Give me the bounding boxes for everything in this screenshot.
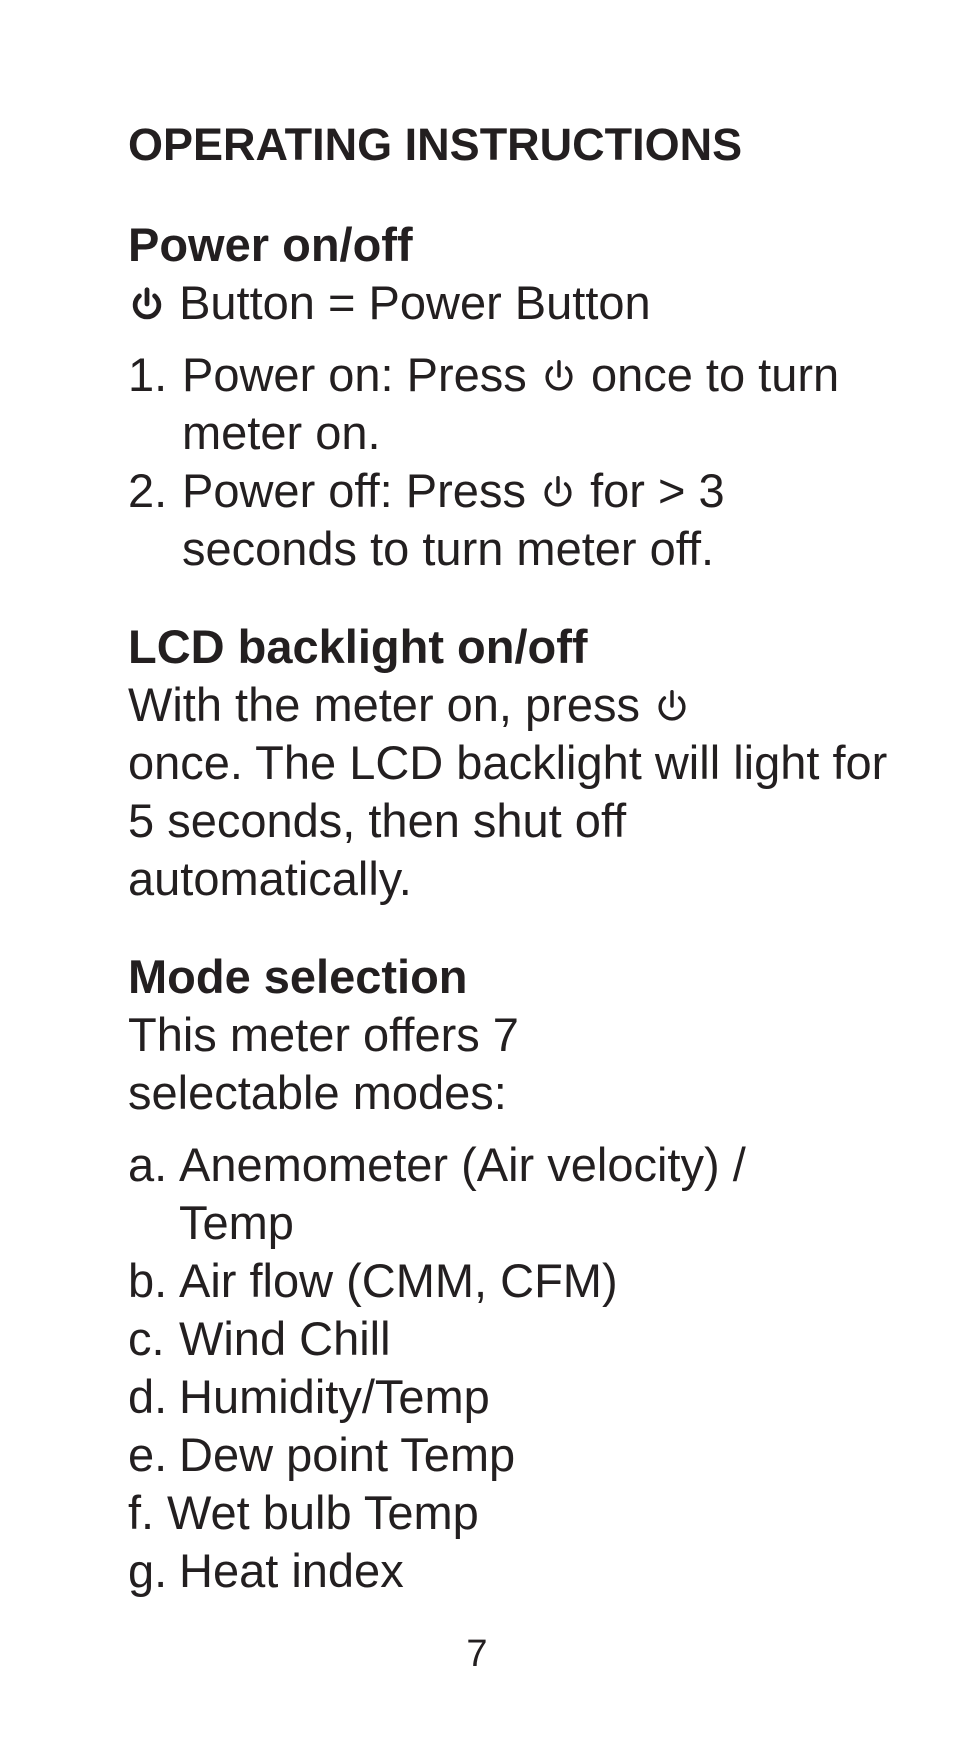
- mode-section: [128, 948, 888, 1600]
- power-icon: [653, 687, 691, 725]
- list-item: [128, 1310, 888, 1368]
- list-item-text: Air flow (CMM, CFM): [179, 1254, 618, 1307]
- list-item: [128, 1542, 888, 1600]
- step-text-before: Power off: Press: [182, 464, 526, 517]
- lcd-text-before: With the meter on, press: [128, 678, 640, 731]
- power-steps-list: [128, 346, 888, 578]
- power-button-legend: [128, 274, 888, 332]
- list-marker: c.: [128, 1312, 165, 1365]
- list-item: [128, 462, 888, 578]
- list-marker: 1.: [128, 348, 168, 401]
- mode-list: [128, 1136, 888, 1600]
- list-item-text: Wind Chill: [179, 1312, 391, 1365]
- lcd-paragraph: [128, 676, 888, 908]
- list-marker: b.: [128, 1254, 168, 1307]
- step-text-before: Power on: Press: [182, 348, 527, 401]
- power-heading: Power on/off: [128, 218, 413, 271]
- document-page: [128, 118, 888, 1600]
- list-marker: e.: [128, 1428, 168, 1481]
- list-item-text: Anemometer (Air velocity) / Temp: [179, 1138, 746, 1249]
- list-marker: g.: [128, 1544, 168, 1597]
- page-number: 7: [466, 1633, 488, 1675]
- lcd-heading: LCD backlight on/off: [128, 620, 588, 673]
- list-item: [128, 346, 888, 462]
- power-icon: [539, 473, 577, 511]
- list-item-text: Humidity/Temp: [179, 1370, 490, 1423]
- page-title: OPERATING INSTRUCTIONS: [128, 119, 743, 170]
- list-item-text: Heat index: [179, 1544, 404, 1597]
- list-item: [128, 1136, 888, 1252]
- step-text-after: for > 3 seconds to turn meter off.: [182, 464, 725, 575]
- list-item: [128, 1426, 888, 1484]
- list-marker: a.: [128, 1138, 168, 1191]
- power-button-legend-text: Button = Power Button: [179, 276, 651, 329]
- list-item-text: Wet bulb Temp: [167, 1486, 479, 1539]
- power-section: [128, 216, 888, 578]
- list-item: [128, 1484, 888, 1542]
- list-marker: 2.: [128, 464, 168, 517]
- mode-intro: This meter offers 7 selectable modes:: [128, 1008, 519, 1119]
- lcd-section: [128, 618, 888, 908]
- power-icon: [540, 357, 578, 395]
- step-text-after: once to turn meter on.: [182, 348, 840, 459]
- power-icon: [128, 285, 166, 323]
- list-item-text: Dew point Temp: [179, 1428, 516, 1481]
- lcd-text-after: once. The LCD backlight will light for 5 seconds, then shut off automatically.: [128, 736, 888, 905]
- list-item: [128, 1368, 888, 1426]
- list-marker: f.: [128, 1486, 155, 1539]
- list-marker: d.: [128, 1370, 168, 1423]
- mode-heading: Mode selection: [128, 950, 468, 1003]
- list-item: [128, 1252, 888, 1310]
